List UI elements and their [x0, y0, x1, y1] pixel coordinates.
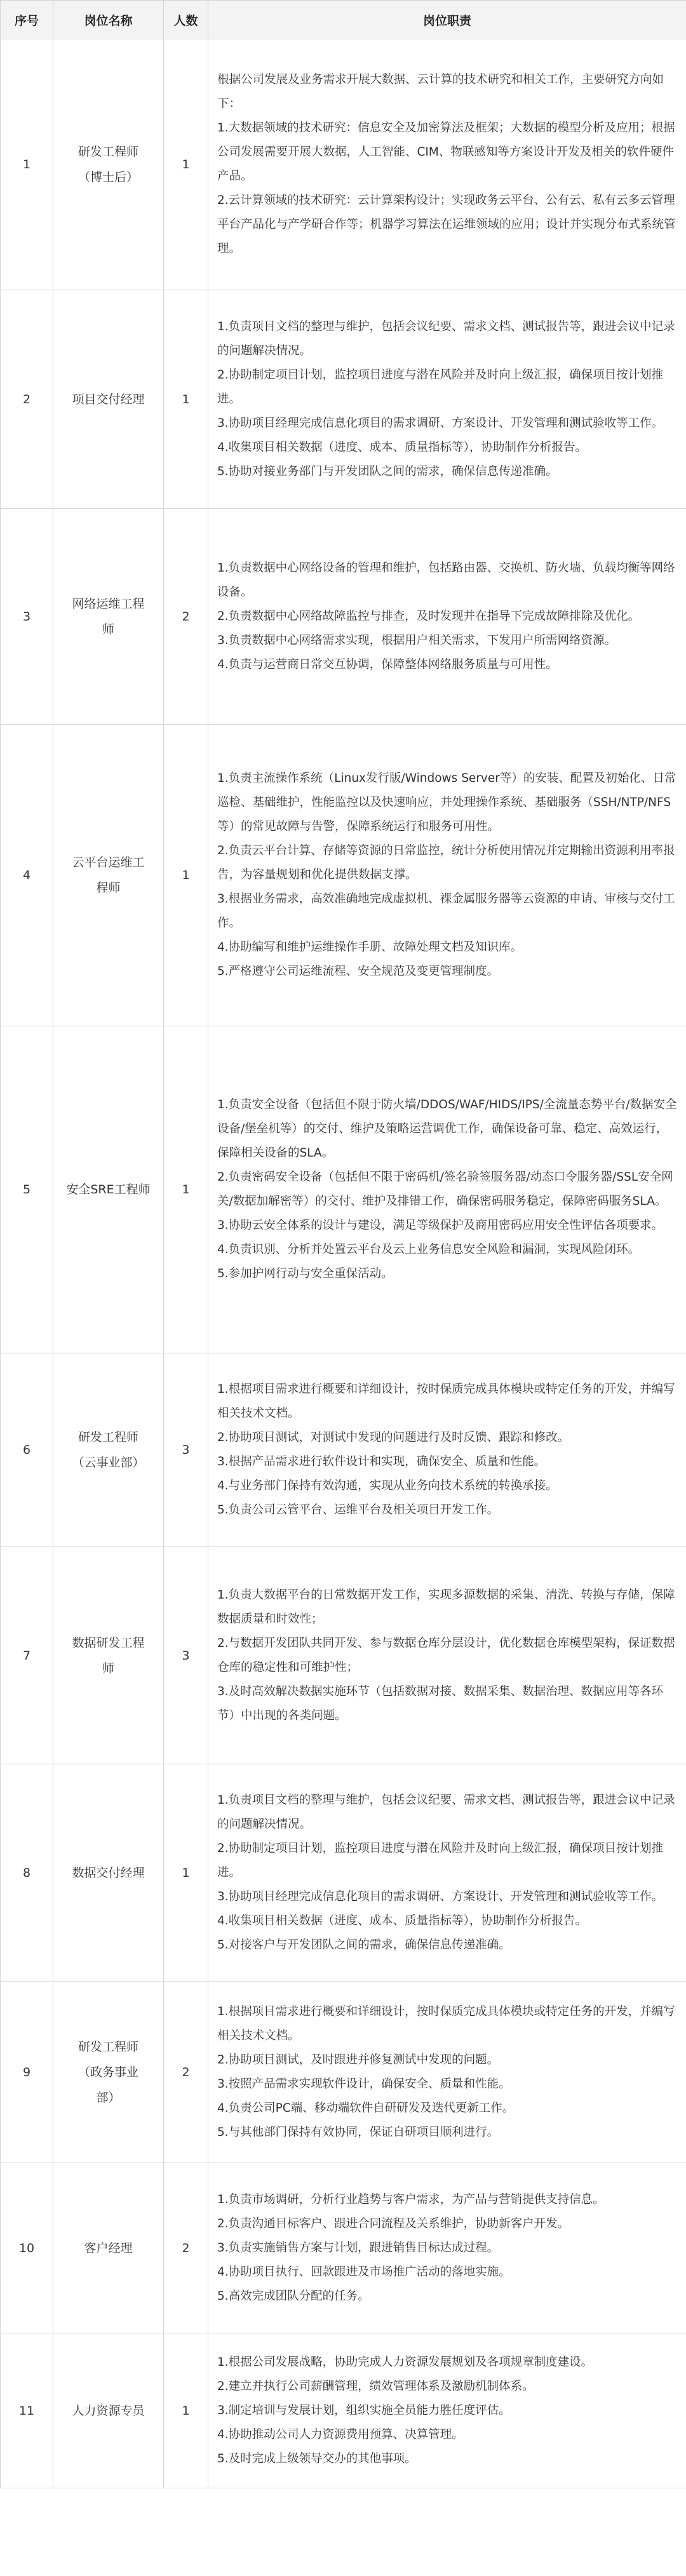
row-index: 3: [1, 509, 53, 725]
duty-item: 1.负责大数据平台的日常数据开发工作，实现多源数据的采集、清洗、转换与存储，保障数据质量和时效性；: [217, 1588, 675, 1626]
duty-item: 2.负责数据中心网络故障监控与排查，及时发现并在指导下完成故障排除及优化。: [217, 609, 640, 623]
duty-item: 4.协助项目执行、回款跟进及市场推广活动的落地实施。: [217, 2265, 511, 2279]
table-header-row: [1, 1, 686, 39]
duty-item: 5.及时完成上级领导交办的其他事项。: [217, 2452, 417, 2465]
job-title: 安全SRE工程师: [53, 1026, 164, 1353]
job-duties: [208, 290, 686, 509]
duty-item: 3.负责实施销售方案与计划，跟进销售目标达成过程。: [217, 2241, 499, 2255]
duty-item: 4.协助编写和维护运维操作手册、故障处理文档及知识库。: [217, 941, 523, 954]
table-row: [1, 1353, 686, 1547]
duty-item: 3.根据产品需求进行软件设计和实现，确保安全、质量和性能。: [217, 1455, 546, 1468]
duty-item: 4.协助推动公司人力资源费用预算、决算管理。: [217, 2427, 464, 2441]
duty-item: 1.大数据领域的技术研究：信息安全及加密算法及框架；大数据的模型分析及应用；根据公司发展需要开展大数据，人工智能、CIM、物联感知等方案设计开发及相关的软件硬件产品。: [217, 121, 675, 183]
duty-item: 3.协助项目经理完成信息化项目的需求调研、方案设计、开发管理和测试验收等工作。: [217, 1889, 664, 1903]
duty-item: 3.按照产品需求实现软件设计，确保安全、质量和性能。: [217, 2077, 511, 2091]
headcount: 2: [164, 1982, 208, 2163]
header-count: 人数: [164, 1, 208, 39]
job-duties: [208, 1026, 686, 1353]
headcount: 2: [164, 2163, 208, 2333]
duty-item: 1.负责主流操作系统（Linux发行版/Windows Server等）的安装、配置及初始化、日常巡检、基础维护，性能监控以及快速响应，并处理操作系统、基础服务（SSH/NTP/NFS等）的常见故障与告警，保障系统运行和服务可用性。: [217, 772, 676, 833]
job-duties: [208, 1353, 686, 1547]
duty-item: 1.负责项目文档的整理与维护，包括会议纪要、需求文档、测试报告等，跟进会议中记录的问题解决情况。: [217, 1793, 675, 1831]
row-index: 4: [1, 725, 53, 1026]
duty-item: 1.根据项目需求进行概要和详细设计，按时保质完成具体模块或特定任务的开发，并编写相关技术文档。: [217, 2004, 675, 2043]
row-index: 7: [1, 1547, 53, 1764]
duty-item: 3.制定培训与发展计划，组织实施全员能力胜任度评估。: [217, 2403, 511, 2417]
duty-item: 5.负责公司云管平台、运维平台及相关项目开发工作。: [217, 1503, 499, 1517]
duty-item: 2.协助制定项目计划，监控项目进度与潜在风险并及时向上级汇报，确保项目按计划推进。: [217, 368, 664, 406]
job-duties: [208, 2163, 686, 2333]
headcount: 3: [164, 1353, 208, 1547]
table-row: [1, 509, 686, 725]
table-row: [1, 290, 686, 509]
duty-item: 5.协助对接业务部门与开发团队之间的需求，确保信息传递准确。: [217, 464, 558, 478]
job-title: 研发工程师 （云事业部）: [53, 1353, 164, 1547]
duty-item: 1.负责市场调研，分析行业趋势与客户需求，为产品与营销提供支持信息。: [217, 2192, 605, 2206]
duty-item: 2.协助制定项目计划，监控项目进度与潜在风险并及时向上级汇报，确保项目按计划推进。: [217, 1841, 664, 1879]
row-index: 6: [1, 1353, 53, 1547]
job-title: 网络运维工程 师: [53, 509, 164, 725]
table-row: [1, 2333, 686, 2488]
job-title: 项目交付经理: [53, 290, 164, 509]
row-index: 2: [1, 290, 53, 509]
job-title: 数据研发工程 师: [53, 1547, 164, 1764]
duty-item: 4.收集项目相关数据（进度、成本、质量指标等），协助制作分析报告。: [217, 440, 587, 454]
table-row: [1, 1764, 686, 1982]
job-title: 研发工程师 （政务事业 部）: [53, 1982, 164, 2163]
duty-item: 3.协助云安全体系的设计与建设，满足等级保护及商用密码应用安全性评估各项要求。: [217, 1219, 664, 1232]
duty-item: 5.严格遵守公司运维流程、安全规范及变更管理制度。: [217, 965, 499, 978]
duty-item: 3.协助项目经理完成信息化项目的需求调研、方案设计、开发管理和测试验收等工作。: [217, 416, 664, 430]
duty-item: 1.根据项目需求进行概要和详细设计，按时保质完成具体模块或特定任务的开发，并编写相关技术文档。: [217, 1383, 675, 1420]
duty-item: 4.收集项目相关数据（进度、成本、质量指标等），协助制作分析报告。: [217, 1914, 587, 1928]
row-index: 5: [1, 1026, 53, 1353]
headcount: 1: [164, 39, 208, 290]
headcount: 3: [164, 1547, 208, 1764]
table-row: [1, 725, 686, 1026]
job-duties: [208, 1764, 686, 1982]
header-title: 岗位名称: [53, 1, 164, 39]
duty-item: 2.建立并执行公司薪酬管理，绩效管理体系及激励机制体系。: [217, 2379, 534, 2393]
duty-item: 2.协助项目测试，及时跟进并修复测试中发现的问题。: [217, 2053, 499, 2067]
table-row: [1, 1982, 686, 2163]
headcount: 1: [164, 2333, 208, 2488]
header-index: 序号: [1, 1, 53, 39]
duty-item: 2.与数据开发团队共同开发、参与数据仓库分层设计，优化数据仓库模型架构，保证数据仓库的稳定性和可维护性；: [217, 1636, 675, 1674]
duty-item: 1.负责安全设备（包括但不限于防火墙/DDOS/WAF/HIDS/IPS/全流量态势平台/数据安全设备/堡垒机等）的交付、维护及策略运营调优工作，确保设备可靠、稳定、高效运行，保障相关设备的SLA。: [217, 1098, 677, 1160]
duty-item: 根据公司发展及业务需求开展大数据、云计算的技术研究和相关工作，主要研究方向如下：: [217, 73, 664, 111]
job-title: 人力资源专员: [53, 2333, 164, 2488]
job-title: 数据交付经理: [53, 1764, 164, 1982]
headcount: 1: [164, 290, 208, 509]
row-index: 1: [1, 39, 53, 290]
duty-item: 2.负责云平台计算、存储等资源的日常监控，统计分析使用情况并定期输出资源利用率报告，为容量规划和优化提供数据支撑。: [217, 844, 675, 882]
duty-item: 2.协助项目测试，对测试中发现的问题进行及时反馈、跟踪和修改。: [217, 1431, 570, 1444]
duty-item: 5.对接客户与开发团队之间的需求，确保信息传递准确。: [217, 1938, 511, 1952]
job-title: 客户经理: [53, 2163, 164, 2333]
headcount: 1: [164, 1764, 208, 1982]
duty-item: 2.云计算领域的技术研究：云计算架构设计；实现政务云平台、公有云、私有云多云管理平台产品化与产学研合作等；机器学习算法在运维领域的应用；设计并实现分布式系统管理。: [217, 194, 676, 255]
duty-item: 1.根据公司发展战略，协助完成人力资源发展规划及各项规章制度建设。: [217, 2355, 593, 2369]
job-duties: [208, 725, 686, 1026]
headcount: 1: [164, 1026, 208, 1353]
row-index: 10: [1, 2163, 53, 2333]
duty-item: 5.高效完成团队分配的任务。: [217, 2289, 370, 2303]
duty-item: 1.负责项目文档的整理与维护，包括会议纪要、需求文档、测试报告等，跟进会议中记录的问题解决情况。: [217, 319, 675, 358]
duty-item: 4.负责与运营商日常交互协调，保障整体网络服务质量与可用性。: [217, 657, 558, 671]
job-duties: [208, 1982, 686, 2163]
headcount: 1: [164, 725, 208, 1026]
duty-item: 1.负责数据中心网络设备的管理和维护，包括路由器、交换机、防火墙、负载均衡等网络设备。: [217, 561, 675, 599]
row-index: 11: [1, 2333, 53, 2488]
duty-item: 4.与业务部门保持有效沟通，实现从业务向技术系统的转换承接。: [217, 1479, 558, 1493]
job-title: 研发工程师 （博士后）: [53, 39, 164, 290]
duty-item: 5.参加护网行动与安全重保活动。: [217, 1267, 393, 1280]
table-row: [1, 39, 686, 290]
headcount: 2: [164, 509, 208, 725]
duty-item: 3.及时高效解决数据实施环节（包括数据对接、数据采集、数据治理、数据应用等各环节）中出现的各类问题。: [217, 1684, 664, 1722]
table-row: [1, 1026, 686, 1353]
table-body: [1, 39, 686, 2488]
table-row: [1, 2163, 686, 2333]
duty-item: 4.负责识别、分析并处置云平台及云上业务信息安全风险和漏洞，实现风险闭环。: [217, 1243, 640, 1256]
duty-item: 2.负责密码安全设备（包括但不限于密码机/签名验签服务器/动态口令服务器/SSL安全网关/数据加解密等）的交付、维护及排错工作，确保密码服务稳定，保障密码服务SLA。: [217, 1171, 673, 1208]
table-row: [1, 1547, 686, 1764]
row-index: 9: [1, 1982, 53, 2163]
duty-item: 3.负责数据中心网络需求实现，根据用户相关需求，下发用户所需网络资源。: [217, 633, 617, 647]
duty-item: 5.与其他部门保持有效协同，保证自研项目顺利进行。: [217, 2125, 499, 2139]
duty-item: 2.负责沟通目标客户、跟进合同流程及关系维护，协助新客户开发。: [217, 2217, 570, 2231]
job-duties: [208, 509, 686, 725]
job-title: 云平台运维工 程师: [53, 725, 164, 1026]
job-duties: [208, 1547, 686, 1764]
duty-item: 4.负责公司PC端、移动端软件自研研发及迭代更新工作。: [217, 2101, 514, 2115]
duty-item: 3.根据业务需求，高效准确地完成虚拟机、裸金属服务器等云资源的申请、审核与交付工作。: [217, 892, 675, 930]
row-index: 8: [1, 1764, 53, 1982]
job-duties: [208, 2333, 686, 2488]
header-duties: 岗位职责: [208, 1, 686, 39]
job-duties: [208, 39, 686, 290]
